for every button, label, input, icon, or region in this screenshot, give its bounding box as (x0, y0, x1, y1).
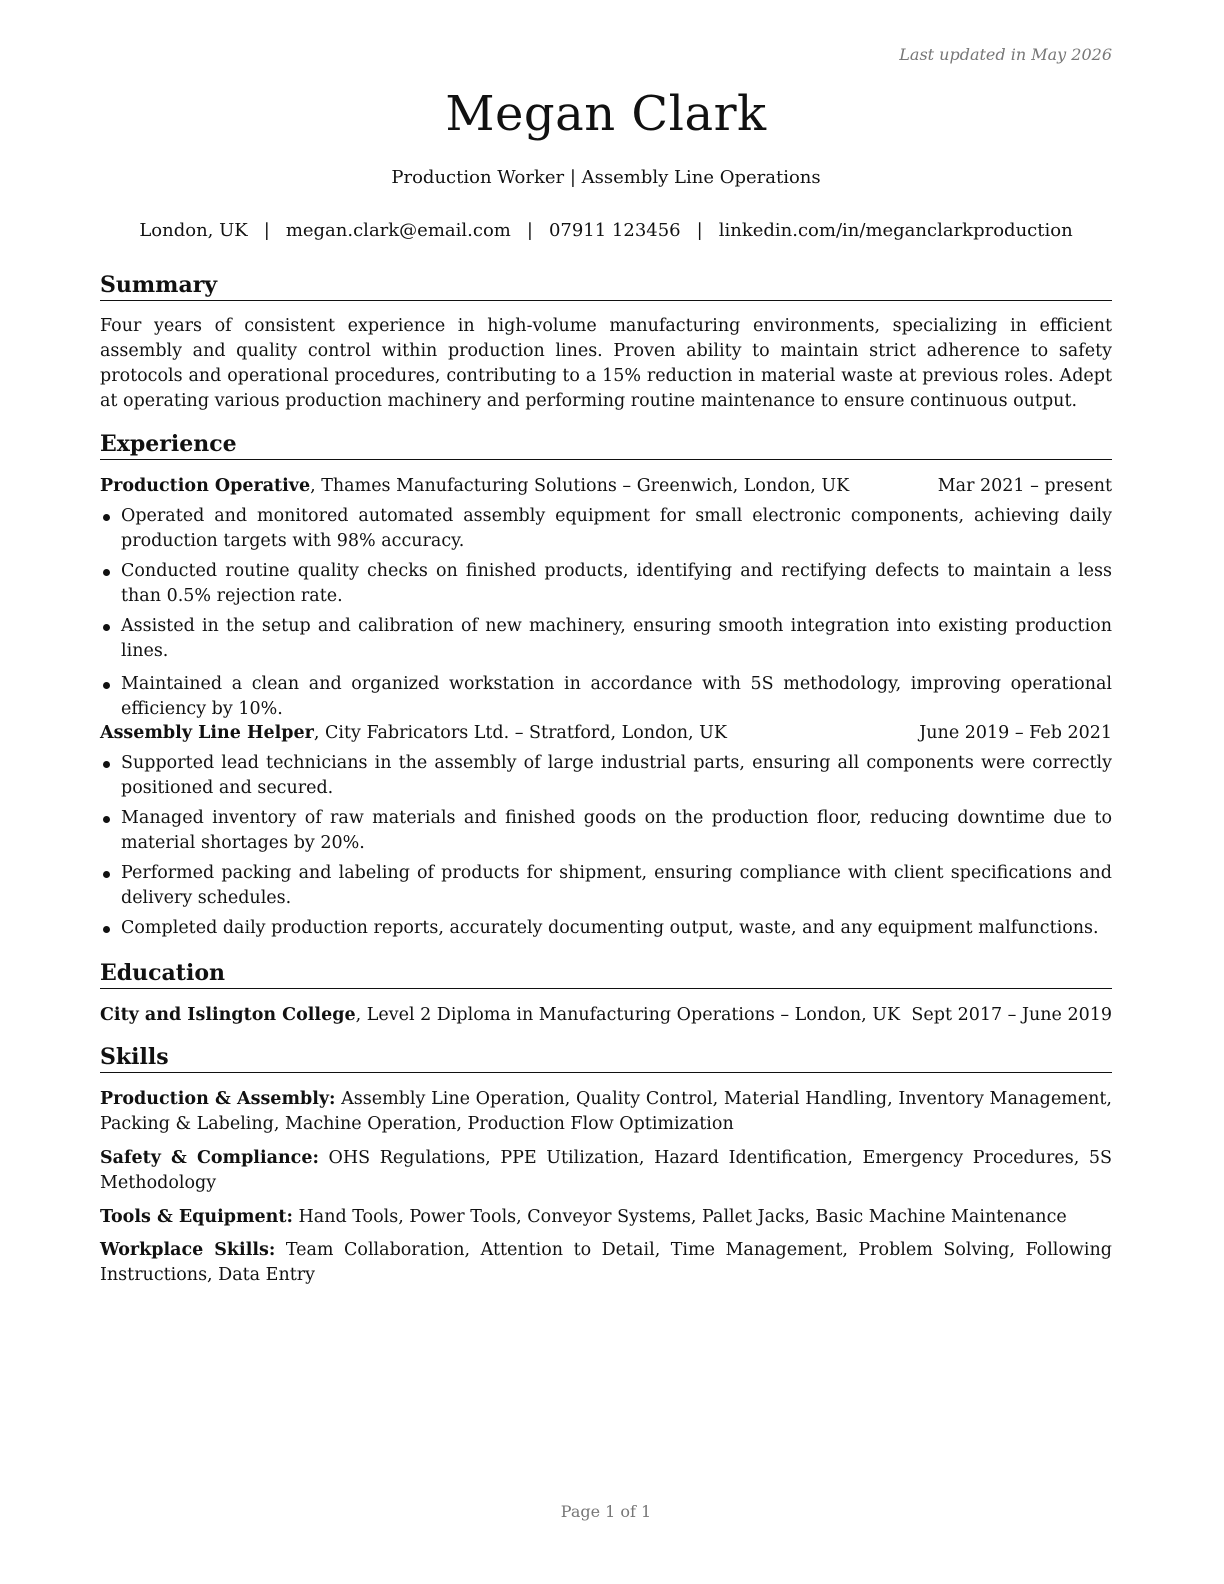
skill-row (100, 1146, 1112, 1196)
bullet-text: Maintained a clean and organized workstation in accordance with 5S methodology, improving operational efficiency by 10%. (121, 674, 1112, 719)
bullet-icon (103, 514, 110, 521)
job-title-line (100, 721, 727, 746)
education-details: , Level 2 Diploma in Manufacturing Operations – London, UK (355, 1005, 901, 1025)
skill-row (100, 1087, 1112, 1137)
bullet-item (100, 559, 1112, 609)
job-title-line (100, 474, 849, 499)
bullet-item (100, 614, 1112, 664)
skill-value: Hand Tools, Power Tools, Conveyor Systems, Pallet Jacks, Basic Machine Maintenance (292, 1207, 1067, 1227)
section-title-experience: Experience (100, 431, 1112, 460)
bullet-text: Completed daily production reports, accurately documenting output, waste, and any equipment malfunctions. (121, 918, 1099, 938)
contact-location: London, UK (139, 220, 248, 241)
skill-label: Workplace Skills: (100, 1240, 276, 1260)
contact-separator: | (696, 220, 703, 241)
section-title-summary: Summary (100, 272, 1112, 301)
skill-row (100, 1238, 1112, 1288)
bullet-text: Managed inventory of raw materials and finished goods on the production floor, reducing downtime due to material shortages by 20%. (121, 808, 1112, 853)
bullet-icon (103, 816, 110, 823)
contact-linkedin[interactable]: linkedin.com/in/meganclarkproduction (718, 220, 1073, 241)
bullet-icon (103, 682, 110, 689)
job-employer: , Thames Manufacturing Solutions – Greenwich, London, UK (310, 476, 850, 496)
contact-separator: | (263, 220, 270, 241)
bullet-item (100, 504, 1112, 554)
skill-value: OHS Regulations, PPE Utilization, Hazard Identification, Emergency Procedures, 5S Methodology (100, 1148, 1112, 1193)
bullet-text: Assisted in the setup and calibration of new machinery, ensuring smooth integration into existing production lines. (121, 616, 1112, 661)
section-title-skills: Skills (100, 1044, 1112, 1073)
job-dates: June 2019 – Feb 2021 (919, 723, 1112, 743)
job-header (100, 474, 1112, 499)
contact-phone: 07911 123456 (548, 220, 681, 241)
contact-line (100, 220, 1112, 241)
education-title-line (100, 1003, 900, 1028)
skill-label: Safety & Compliance: (100, 1148, 319, 1168)
bullet-text: Operated and monitored automated assembly equipment for small electronic components, achieving daily production targets with 98% accuracy. (121, 506, 1112, 551)
section-title-education: Education (100, 960, 1112, 989)
resume-page (100, 0, 1112, 1584)
education-school: City and Islington College (100, 1005, 356, 1025)
bullet-icon (103, 569, 110, 576)
job-dates: Mar 2021 – present (937, 476, 1112, 496)
summary-text: Four years of consistent experience in high-volume manufacturing environments, specializing in efficient assembly and quality control within production lines. Proven ability to maintain strict adherence to safety protocols and operational procedures, contributing to a 15% reduction in material waste at previous roles. Adept at operating various production machinery and performing routine maintenance to ensure continuous output. (100, 316, 1112, 411)
page-number: Page 1 of 1 (560, 1502, 652, 1521)
bullet-icon (103, 624, 110, 631)
bullet-icon (103, 926, 110, 933)
candidate-name: Megan Clark (445, 86, 767, 142)
candidate-headline: Production Worker | Assembly Line Operations (391, 167, 821, 188)
skill-value: Team Collaboration, Attention to Detail, Time Management, Problem Solving, Following Instructions, Data Entry (100, 1240, 1112, 1285)
job-bullets (100, 504, 1112, 727)
bullet-icon (103, 871, 110, 878)
job-role: Assembly Line Helper (100, 723, 314, 743)
last-updated-note: Last updated in May 2026 (899, 45, 1112, 64)
skill-label: Tools & Equipment: (100, 1207, 293, 1227)
skill-value: Assembly Line Operation, Quality Control, Material Handling, Inventory Management, Packing & Labeling, Machine Operation, Production Flow Optimization (100, 1089, 1112, 1134)
job-role: Production Operative (100, 476, 311, 496)
bullet-text: Supported lead technicians in the assembly of large industrial parts, ensuring all components were correctly positioned and secured. (121, 753, 1112, 798)
bullet-item (100, 751, 1112, 801)
bullet-item (100, 916, 1112, 941)
job-bullets (100, 751, 1112, 946)
contact-email[interactable]: megan.clark@email.com (285, 220, 511, 241)
bullet-icon (103, 761, 110, 768)
bullet-item (100, 806, 1112, 856)
bullet-item (100, 672, 1112, 722)
education-dates: Sept 2017 – June 2019 (911, 1005, 1112, 1025)
education-entry (100, 1003, 1112, 1028)
bullet-text: Conducted routine quality checks on finished products, identifying and rectifying defects to maintain a less than 0.5% rejection rate. (121, 561, 1112, 606)
bullet-item (100, 861, 1112, 911)
skill-label: Production & Assembly: (100, 1089, 336, 1109)
bullet-text: Performed packing and labeling of products for shipment, ensuring compliance with client specifications and delivery schedules. (121, 863, 1112, 908)
job-header (100, 721, 1112, 746)
contact-separator: | (526, 220, 533, 241)
skill-row (100, 1205, 1112, 1230)
job-employer: , City Fabricators Ltd. – Stratford, London, UK (313, 723, 727, 743)
